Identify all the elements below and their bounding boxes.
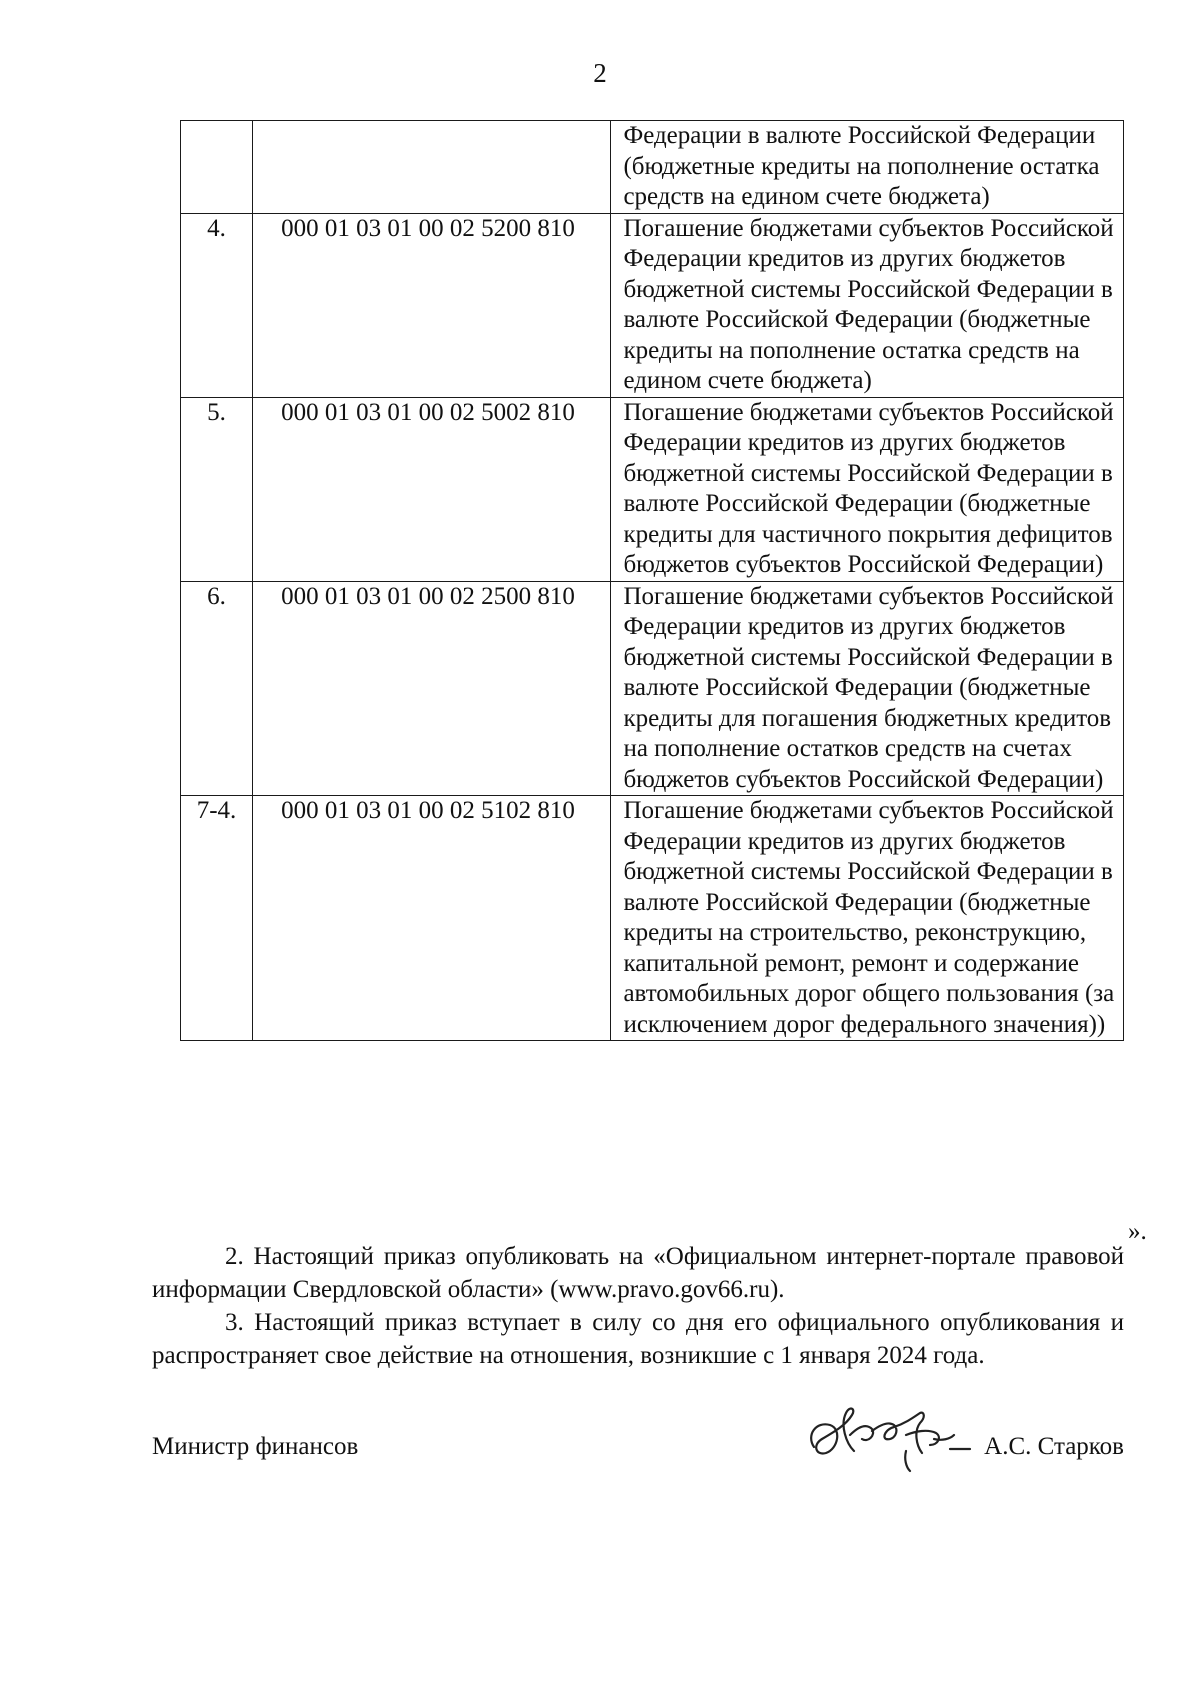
row-number: 5.: [181, 397, 253, 581]
row-code: 000 01 03 01 00 02 2500 810: [253, 581, 611, 796]
signer-name: А.С. Старков: [984, 1433, 1124, 1460]
row-description: Погашение бюджетами субъектов Российской Федерации кредитов из других бюджетов бюджетной системы Российской Федерации в валюте Российской Федерации (бюджетные кредиты на строительство, реконструкцию, капитальной ремонт, ремонт и содержание автомобильных дорог общего пользования (за исключением дорог федерального значения)): [611, 796, 1124, 1041]
table-row: [181, 796, 1124, 1041]
table-row: [181, 397, 1124, 581]
closing-quote: ».: [1128, 1218, 1147, 1245]
table-row: [181, 121, 1124, 214]
row-number: 6.: [181, 581, 253, 796]
row-description: Погашение бюджетами субъектов Российской Федерации кредитов из других бюджетов бюджетной системы Российской Федерации в валюте Российской Федерации (бюджетные кредиты для погашения бюджетных кредитов на пополнение остатков средств на счетах бюджетов субъектов Российской Федерации): [611, 581, 1124, 796]
row-number: 7-4.: [181, 796, 253, 1041]
row-description: Погашение бюджетами субъектов Российской Федерации кредитов из других бюджетов бюджетной системы Российской Федерации в валюте Российской Федерации (бюджетные кредиты для частичного покрытия дефицитов бюджетов субъектов Российской Федерации): [611, 397, 1124, 581]
row-description: Федерации в валюте Российской Федерации (бюджетные кредиты на пополнение остатка средств на едином счете бюджета): [611, 121, 1124, 214]
paragraph-2: 2. Настоящий приказ опубликовать на «Официальном интернет-портале правовой информации Свердловской области» (www.pravo.gov66.ru).: [152, 1243, 1124, 1303]
table-row: [181, 213, 1124, 397]
handwritten-signature: [802, 1395, 987, 1475]
budget-codes-table: [180, 120, 1124, 1041]
row-number: 4.: [181, 213, 253, 397]
signature-block: [152, 1417, 1124, 1487]
row-code: 000 01 03 01 00 02 5200 810: [253, 213, 611, 397]
signer-title: Министр финансов: [152, 1433, 359, 1460]
row-code: 000 01 03 01 00 02 5002 810: [253, 397, 611, 581]
table-row: [181, 581, 1124, 796]
page-number: 2: [593, 58, 607, 88]
row-code: 000 01 03 01 00 02 5102 810: [253, 796, 611, 1041]
row-number: [181, 121, 253, 214]
row-description: Погашение бюджетами субъектов Российской Федерации кредитов из других бюджетов бюджетной системы Российской Федерации в валюте Российской Федерации (бюджетные кредиты на пополнение остатка средств на едином счете бюджета): [611, 213, 1124, 397]
row-code: [253, 121, 611, 214]
paragraph-3: 3. Настоящий приказ вступает в силу со дня его официального опубликования и распространяет свое действие на отношения, возникшие с 1 января 2024 года.: [152, 1309, 1124, 1369]
